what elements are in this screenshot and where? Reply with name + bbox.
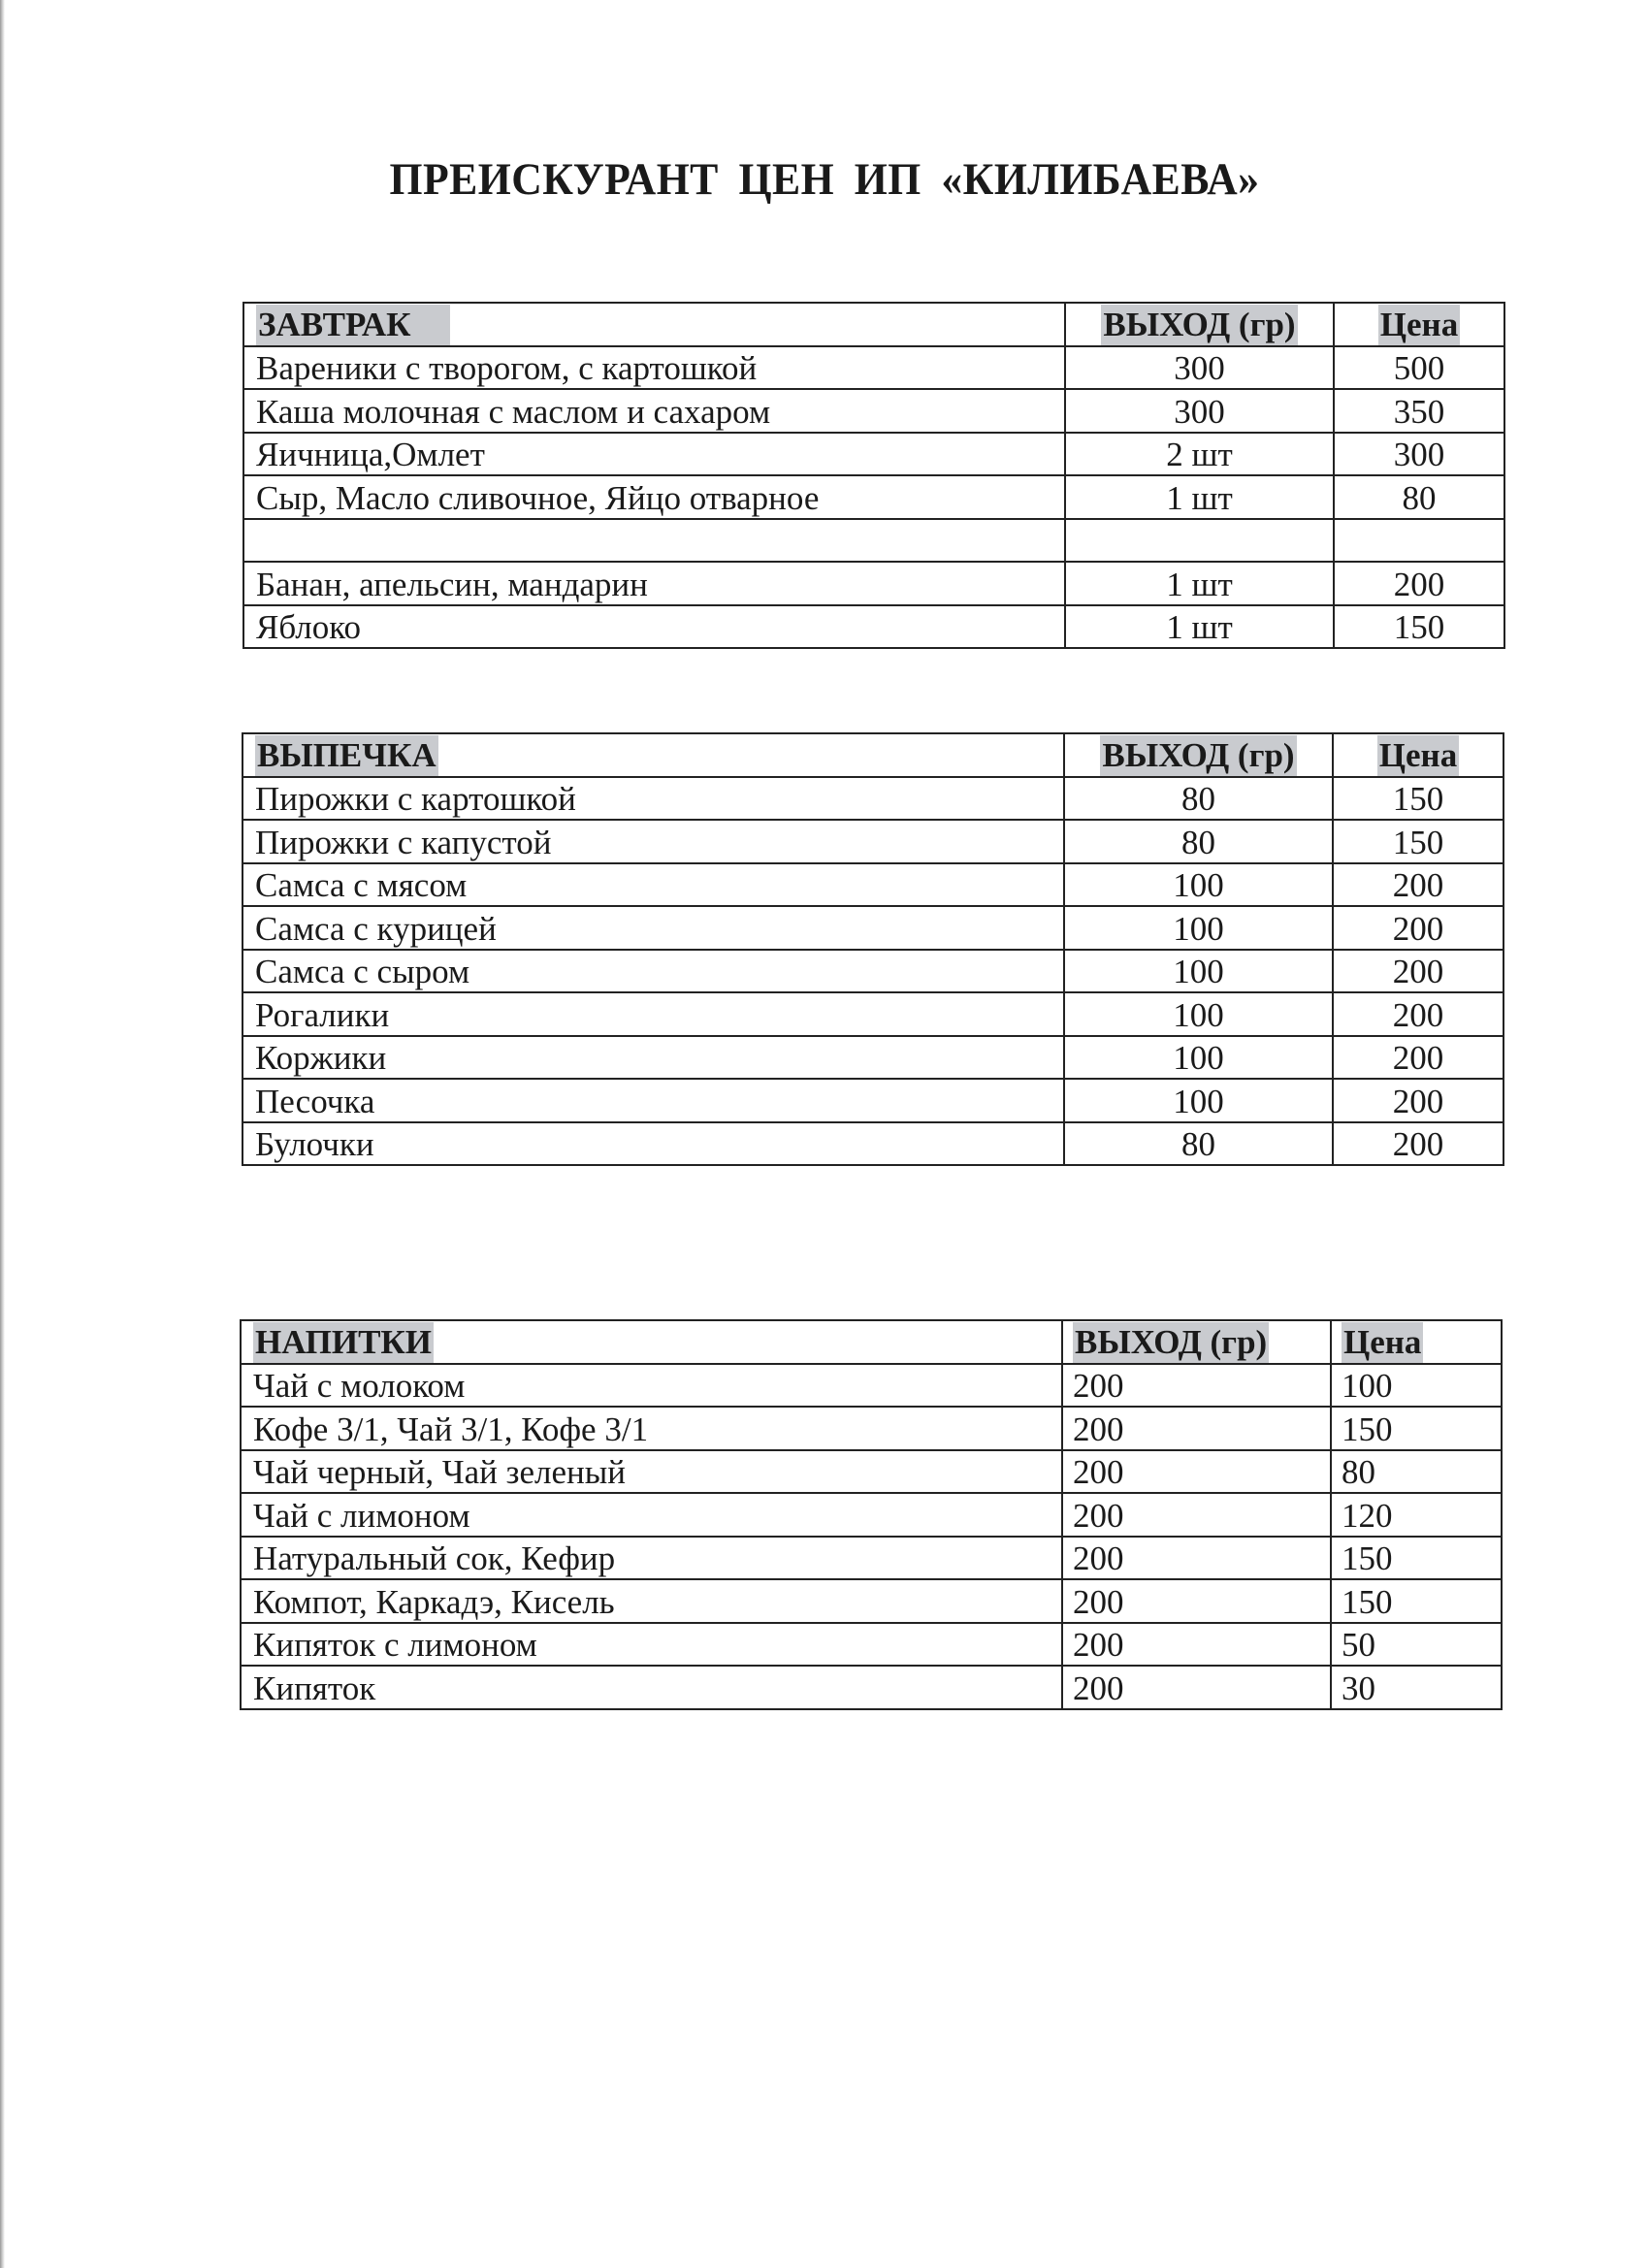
item-name: Яичница,Омлет [243, 433, 1065, 476]
yield-header: ВЫХОД (гр) [1103, 305, 1296, 343]
item-name: Коржики [242, 1036, 1064, 1080]
item-name: Самса с сыром [242, 950, 1064, 993]
item-yield: 300 [1065, 389, 1334, 433]
yield-header: ВЫХОД (гр) [1075, 1322, 1268, 1361]
item-name: Булочки [242, 1122, 1064, 1166]
item-yield: 100 [1064, 906, 1333, 950]
item-yield: 80 [1064, 820, 1333, 863]
item-name: Чай черный, Чай зеленый [241, 1450, 1062, 1494]
item-price: 30 [1331, 1666, 1502, 1709]
table-row [242, 1122, 1504, 1166]
section-header-cell [243, 303, 1065, 346]
item-price: 150 [1334, 605, 1504, 649]
item-name: Песочка [242, 1079, 1064, 1122]
item-price: 200 [1334, 562, 1504, 605]
item-price: 200 [1333, 1122, 1504, 1166]
section-title: НАПИТКИ [255, 1322, 433, 1361]
section-title: ЗАВТРАК [256, 305, 450, 345]
item-price: 50 [1331, 1623, 1502, 1667]
item-yield: 2 шт [1065, 433, 1334, 476]
item-name: Вареники с творогом, с картошкой [243, 346, 1065, 390]
item-yield: 200 [1062, 1579, 1331, 1623]
item-yield: 200 [1062, 1450, 1331, 1494]
item-price: 200 [1333, 863, 1504, 907]
price-header-cell [1333, 733, 1504, 777]
item-yield: 100 [1064, 950, 1333, 993]
yield-header: ВЫХОД (гр) [1102, 735, 1295, 774]
item-price: 350 [1334, 389, 1504, 433]
yield-header-cell [1064, 733, 1333, 777]
item-price: 100 [1331, 1364, 1502, 1408]
table-row [242, 777, 1504, 821]
item-price: 150 [1333, 777, 1504, 821]
item-price: 150 [1331, 1537, 1502, 1580]
item-price [1334, 519, 1504, 563]
price-header: Цена [1343, 1322, 1422, 1361]
item-name: Пирожки с картошкой [242, 777, 1064, 821]
price-header-cell [1334, 303, 1504, 346]
item-name: Чай с лимоном [241, 1493, 1062, 1537]
table-row [242, 1036, 1504, 1080]
table-row [241, 1537, 1502, 1580]
item-name: Самса с мясом [242, 863, 1064, 907]
section-header-cell [241, 1320, 1062, 1364]
price-table-bakery [242, 732, 1504, 1166]
section-title: ВЫПЕЧКА [257, 735, 436, 774]
item-yield: 1 шт [1065, 605, 1334, 649]
item-name: Банан, апельсин, мандарин [243, 562, 1065, 605]
table-row [242, 992, 1504, 1036]
yield-header-cell [1062, 1320, 1331, 1364]
page-title: ПРЕИСКУРАНТ ЦЕН ИП «КИЛИБАЕВА» [389, 154, 1260, 205]
scan-edge [0, 0, 5, 2268]
section-header-cell [242, 733, 1064, 777]
item-yield: 1 шт [1065, 562, 1334, 605]
item-name: Чай с молоком [241, 1364, 1062, 1408]
table-row [243, 346, 1504, 390]
table-header-row [243, 303, 1504, 346]
item-price: 300 [1334, 433, 1504, 476]
price-header: Цена [1378, 735, 1458, 774]
item-yield [1065, 519, 1334, 563]
table-row [241, 1450, 1502, 1494]
item-price: 200 [1333, 1079, 1504, 1122]
table-row [241, 1364, 1502, 1408]
item-name: Натуральный сок, Кефир [241, 1537, 1062, 1580]
item-yield: 300 [1065, 346, 1334, 390]
item-name: Яблоко [243, 605, 1065, 649]
item-price: 80 [1331, 1450, 1502, 1494]
table-row [241, 1623, 1502, 1667]
item-yield: 1 шт [1065, 475, 1334, 519]
table-row [241, 1493, 1502, 1537]
table-header-row [242, 733, 1504, 777]
item-name: Компот, Каркадэ, Кисель [241, 1579, 1062, 1623]
item-yield: 100 [1064, 1036, 1333, 1080]
item-yield: 80 [1064, 1122, 1333, 1166]
item-yield: 200 [1062, 1493, 1331, 1537]
item-name: Самса с курицей [242, 906, 1064, 950]
table-row [243, 433, 1504, 476]
item-yield: 200 [1062, 1364, 1331, 1408]
table-row [243, 475, 1504, 519]
item-price: 200 [1333, 992, 1504, 1036]
table-row [242, 906, 1504, 950]
item-price: 500 [1334, 346, 1504, 390]
table-row [242, 950, 1504, 993]
item-name: Кофе 3/1, Чай 3/1, Кофе 3/1 [241, 1407, 1062, 1450]
price-header-cell [1331, 1320, 1502, 1364]
price-table-drinks [240, 1319, 1503, 1710]
item-yield: 200 [1062, 1666, 1331, 1709]
item-name: Каша молочная с маслом и сахаром [243, 389, 1065, 433]
table-row [242, 1079, 1504, 1122]
item-yield: 200 [1062, 1407, 1331, 1450]
item-price: 150 [1331, 1579, 1502, 1623]
item-yield: 100 [1064, 992, 1333, 1036]
table-row [241, 1579, 1502, 1623]
table-row [243, 562, 1504, 605]
item-price: 200 [1333, 906, 1504, 950]
table-row-empty [243, 519, 1504, 563]
item-yield: 200 [1062, 1537, 1331, 1580]
item-name: Кипяток с лимоном [241, 1623, 1062, 1667]
item-yield: 100 [1064, 863, 1333, 907]
item-name: Пирожки с капустой [242, 820, 1064, 863]
table-row [242, 863, 1504, 907]
yield-header-cell [1065, 303, 1334, 346]
item-price: 150 [1331, 1407, 1502, 1450]
item-name [243, 519, 1065, 563]
table-row [241, 1407, 1502, 1450]
table-row [243, 389, 1504, 433]
item-yield: 200 [1062, 1623, 1331, 1667]
price-header: Цена [1379, 305, 1459, 343]
table-row [243, 605, 1504, 649]
table-row [241, 1666, 1502, 1709]
item-price: 150 [1333, 820, 1504, 863]
item-name: Кипяток [241, 1666, 1062, 1709]
item-yield: 80 [1064, 777, 1333, 821]
item-name: Рогалики [242, 992, 1064, 1036]
item-price: 80 [1334, 475, 1504, 519]
table-header-row [241, 1320, 1502, 1364]
item-yield: 100 [1064, 1079, 1333, 1122]
item-price: 200 [1333, 950, 1504, 993]
item-name: Сыр, Масло сливочное, Яйцо отварное [243, 475, 1065, 519]
price-table-breakfast [242, 302, 1505, 649]
item-price: 120 [1331, 1493, 1502, 1537]
item-price: 200 [1333, 1036, 1504, 1080]
table-row [242, 820, 1504, 863]
